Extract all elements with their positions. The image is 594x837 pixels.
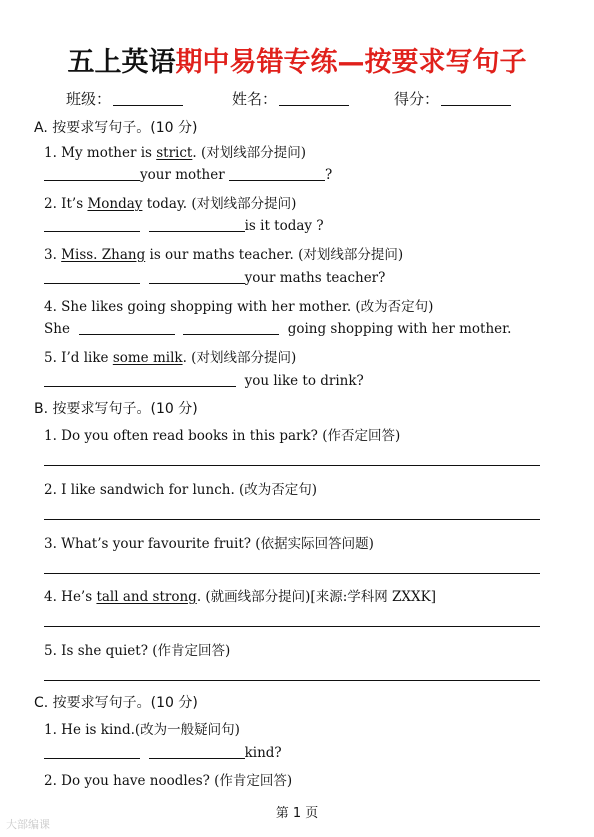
class-field	[66, 88, 183, 109]
question-a1	[44, 141, 306, 161]
class-label: 班级：	[66, 90, 112, 108]
student-info-row	[0, 88, 594, 110]
blank[interactable]	[44, 744, 140, 759]
title-black-part: 五上英语	[67, 47, 176, 78]
answer-line-b5[interactable]	[44, 680, 540, 681]
question-b2: 2. I like sandwich for lunch. (改为否定句)	[44, 482, 318, 498]
q-a2-post: today. (对划线部分提问)	[142, 196, 297, 212]
q-a3-pre: 3.	[44, 247, 62, 263]
q-a3-underlined: Miss. Zhang	[61, 247, 146, 263]
q-a1-underlined: strict	[156, 145, 193, 161]
q-b4-post: . (就画线部分提问)[来源:学科网 ZXXK]	[196, 589, 436, 605]
q-a1-post: . (对划线部分提问)	[192, 145, 306, 161]
name-field	[232, 88, 349, 109]
score-field	[394, 88, 511, 109]
class-blank[interactable]	[113, 89, 183, 106]
blank[interactable]	[149, 217, 245, 232]
answer-a4-end: going shopping with her mother.	[287, 321, 512, 337]
page-number: 第 1 页	[275, 806, 319, 821]
q-a3-post: is our maths teacher. (对划线部分提问)	[145, 247, 404, 263]
blank[interactable]	[149, 744, 245, 759]
answer-a1	[44, 166, 332, 183]
answer-c1-end: kind?	[244, 745, 282, 761]
question-b1: 1. Do you often read books in this park? (作否定回答)	[44, 428, 401, 444]
q-b4-pre: 4. He’s	[44, 589, 97, 605]
answer-a4-start: She	[44, 321, 70, 337]
blank[interactable]	[149, 269, 245, 284]
answer-a2	[44, 217, 324, 234]
answer-c1	[44, 744, 282, 761]
answer-a5	[44, 372, 364, 389]
blank[interactable]	[183, 320, 279, 335]
q-a2-underlined: Monday	[87, 196, 143, 212]
question-b3: 3. What’s your favourite fruit? (依据实际回答问题)	[44, 536, 374, 552]
question-a5	[44, 346, 296, 366]
question-c1: 1. He is kind.(改为一般疑问句)	[44, 722, 240, 738]
question-a3	[44, 243, 403, 263]
watermark: 大部编课	[6, 818, 50, 831]
answer-a3	[44, 269, 385, 286]
answer-line-b3[interactable]	[44, 573, 540, 574]
q-b4-underlined: tall and strong	[96, 589, 197, 605]
answer-a5-end: you like to drink?	[244, 373, 364, 389]
question-b5: 5. Is she quiet? (作肯定回答)	[44, 643, 231, 659]
section-b-heading: B. 按要求写句子。(10 分)	[34, 401, 198, 417]
section-a-heading: A. 按要求写句子。(10 分)	[34, 120, 198, 136]
blank[interactable]	[79, 320, 175, 335]
name-blank[interactable]	[279, 89, 349, 106]
q-a1-pre: 1. My mother is	[44, 145, 157, 161]
answer-a1-mid: your mother	[140, 167, 225, 183]
question-a4: 4. She likes going shopping with her mother. (改为否定句)	[44, 299, 434, 315]
score-label: 得分：	[394, 90, 440, 108]
blank[interactable]	[44, 217, 140, 232]
section-c-heading: C. 按要求写句子。(10 分)	[34, 695, 198, 711]
question-c2: 2. Do you have noodles? (作肯定回答)	[44, 773, 293, 789]
answer-line-b4[interactable]	[44, 626, 540, 627]
score-blank[interactable]	[441, 89, 511, 106]
answer-a4	[44, 320, 511, 337]
question-a2	[44, 192, 296, 212]
answer-a2-end: is it today ?	[244, 218, 324, 234]
question-b4	[44, 585, 436, 605]
blank[interactable]	[229, 166, 325, 181]
q-a5-underlined: some milk	[112, 350, 183, 366]
answer-a3-end: your maths teacher?	[244, 270, 386, 286]
q-a5-post: . (对划线部分提问)	[182, 350, 297, 366]
answer-line-b1[interactable]	[44, 465, 540, 466]
blank[interactable]	[44, 372, 236, 387]
q-a5-pre: 5. I’d like	[44, 350, 113, 366]
name-label: 姓名：	[232, 90, 278, 108]
blank[interactable]	[44, 269, 140, 284]
answer-line-b2[interactable]	[44, 519, 540, 520]
answer-a1-end: ?	[324, 167, 333, 183]
q-a2-pre: 2. It’s	[44, 196, 88, 212]
title-red-part: 期中易错专练—按要求写句子	[175, 47, 527, 78]
blank[interactable]	[44, 166, 140, 181]
page-title	[0, 40, 594, 79]
